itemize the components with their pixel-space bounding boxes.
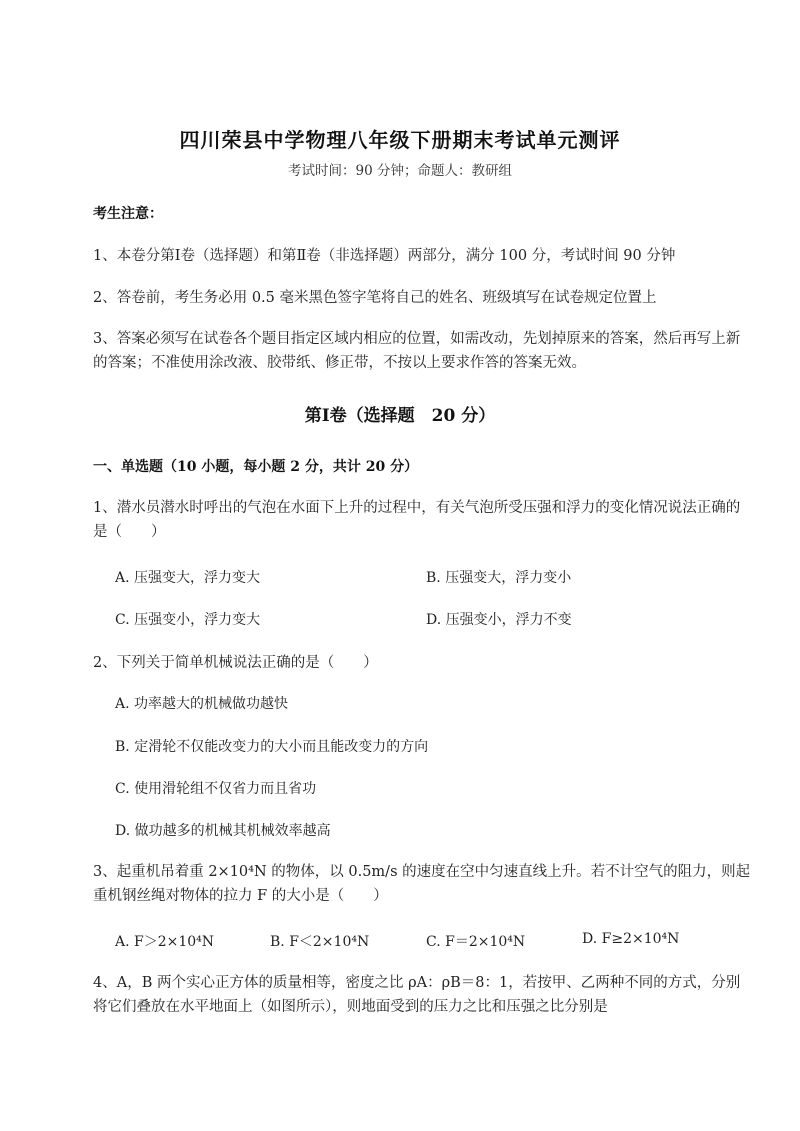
question-2-option-c: C. 使用滑轮组不仅省力而且省功	[115, 781, 317, 797]
notice-item-2: 2、答卷前，考生务必用 0.5 毫米黑色签字笔将自己的姓名、班级填写在试卷规定位置上	[93, 290, 657, 306]
part-heading: 一、单选题（10 小题，每小题 2 分，共计 20 分）	[93, 459, 419, 475]
question-4-text: 4、A，B 两个实心正方体的质量相等，密度之比 ρA：ρB＝8：1，若按甲、乙两种不同的方式，分别将它们叠放在水平地面上（如图所示），则地面受到的压力之比和压强之比分别是	[93, 975, 741, 1015]
section-title: 第Ⅰ卷（选择题 20 分）	[304, 406, 496, 426]
exam-info: 考试时间：90 分钟；命题人：教研组	[288, 163, 512, 179]
question-1-option-c: C. 压强变小，浮力变大	[115, 612, 261, 628]
notice-heading: 考生注意：	[93, 206, 163, 222]
question-2-option-a: A. 功率越大的机械做功越快	[115, 696, 289, 712]
question-3-option-a: A. F＞2×10⁴N	[115, 934, 215, 950]
notice-item-3: 3、答案必须写在试卷各个题目指定区域内相应的位置，如需改动，先划掉原来的答案，然后再写上新的答案；不准使用涂改液、胶带纸、修正带，不按以上要求作答的答案无效。	[93, 331, 741, 371]
question-1-option-b: B. 压强变大，浮力变小	[426, 570, 572, 586]
question-2-option-d: D. 做功越多的机械其机械效率越高	[115, 823, 331, 839]
question-1-text: 1、潜水员潜水时呼出的气泡在水面下上升的过程中，有关气泡所受压强和浮力的变化情况说法正确的是（ ）	[93, 500, 741, 540]
question-2-text: 2、下列关于简单机械说法正确的是（ ）	[93, 655, 378, 671]
question-2-option-b: B. 定滑轮不仅能改变力的大小而且能改变力的方向	[115, 739, 429, 755]
question-1-option-d: D. 压强变小，浮力不变	[426, 612, 572, 628]
notice-item-1: 1、本卷分第Ⅰ卷（选择题）和第Ⅱ卷（非选择题）两部分，满分 100 分，考试时间 90 分钟	[93, 248, 676, 264]
question-3-text: 3、起重机吊着重 2×10⁴N 的物体，以 0.5m/s 的速度在空中匀速直线上升。若不计空气的阻力，则起重机钢丝绳对物体的拉力 F 的大小是（ ）	[93, 864, 751, 904]
page-title: 四川荣县中学物理八年级下册期末考试单元测评	[179, 128, 621, 152]
question-1-option-a: A. 压强变大，浮力变大	[115, 570, 261, 586]
question-3-option-d: D. F≥2×10⁴N	[582, 931, 680, 947]
question-3-option-c: C. F＝2×10⁴N	[426, 934, 526, 950]
question-3-option-b: B. F＜2×10⁴N	[270, 934, 370, 950]
